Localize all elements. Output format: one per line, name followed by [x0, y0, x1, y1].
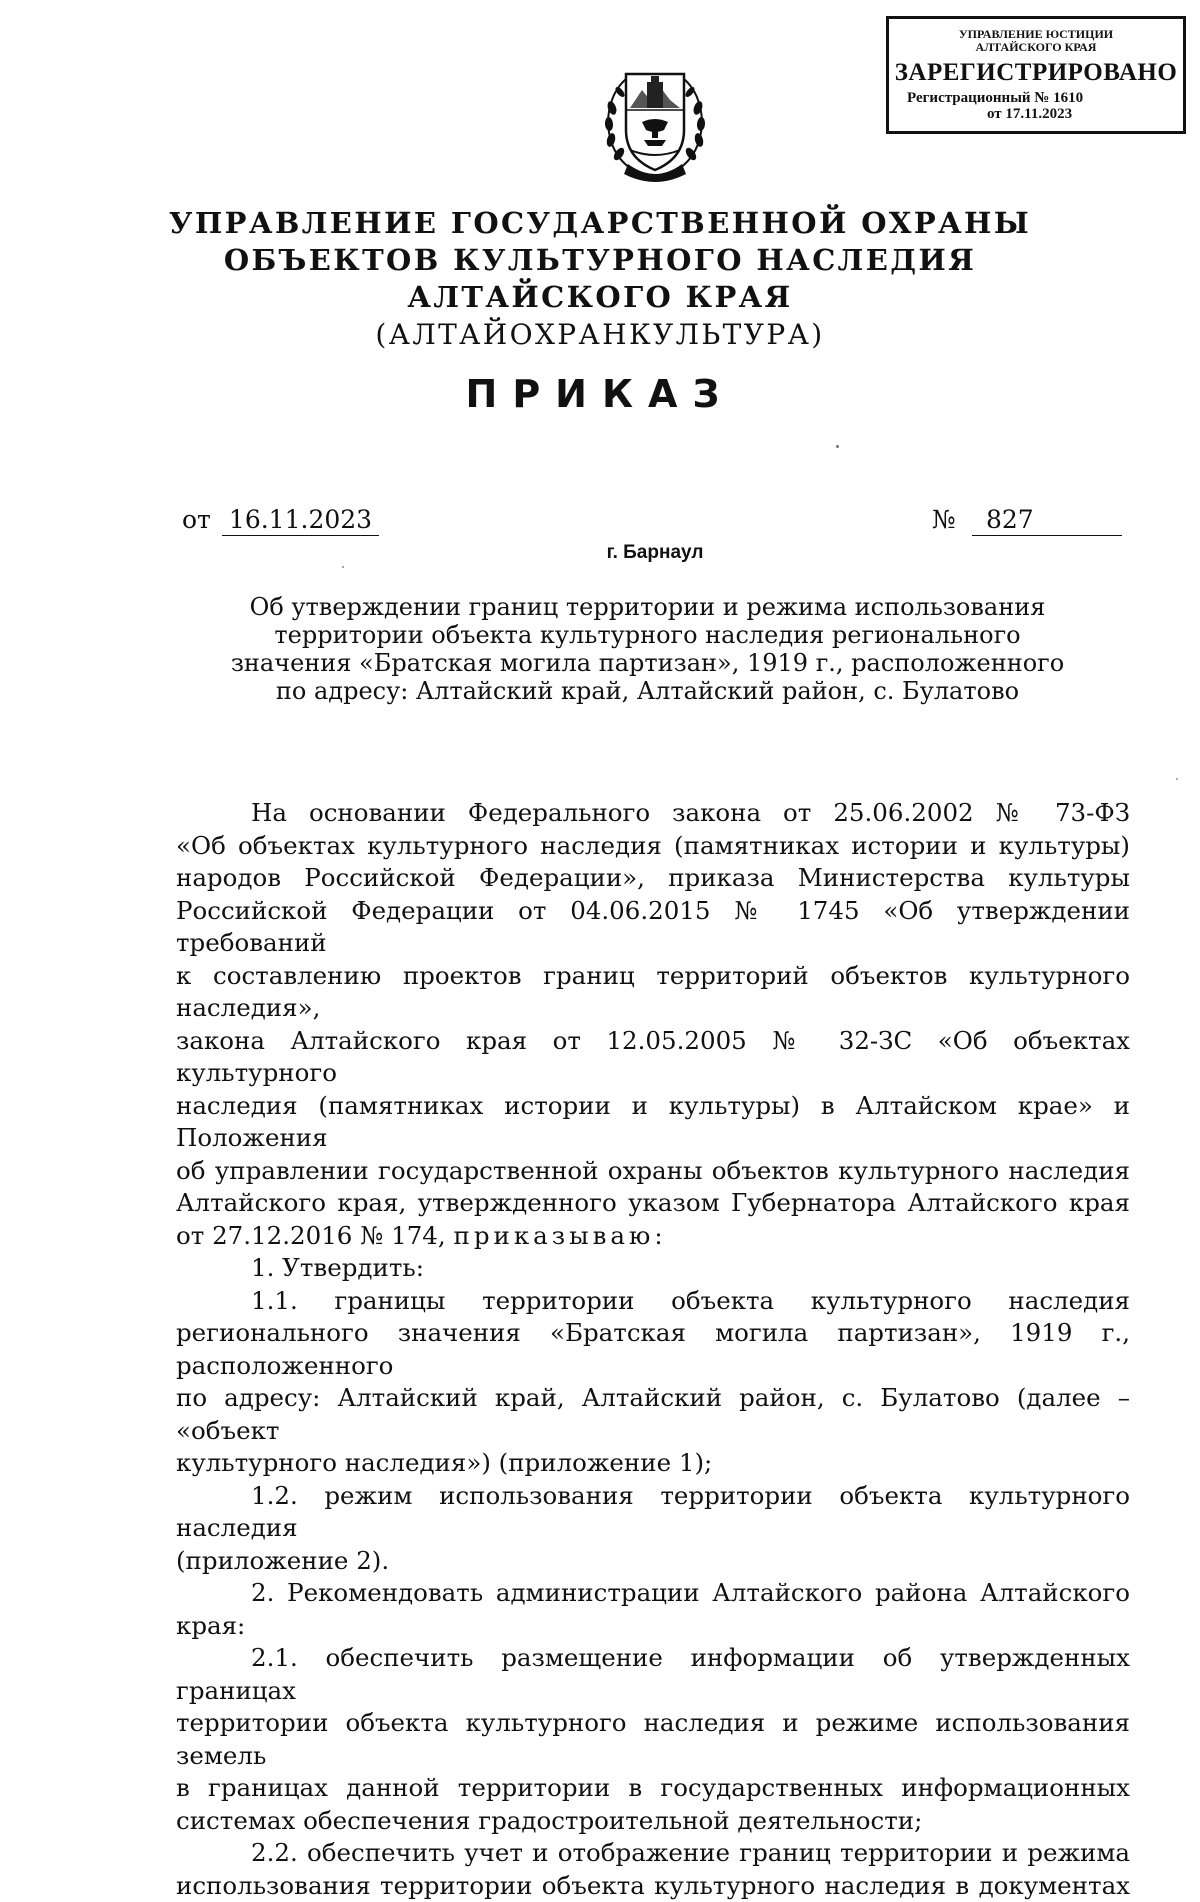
date-prefix: от [182, 505, 211, 534]
document-body [176, 797, 1130, 1902]
item-1-1-line: регионального значения «Братская могила партизан», 1919 г., расположенного [176, 1317, 1130, 1382]
item-1-1-line: 1.1. границы территории объекта культурного наследия [176, 1285, 1130, 1318]
subject-line: значения «Братская могила партизан», 1919 г., расположенного [220, 649, 1075, 677]
item-1: 1. Утвердить: [176, 1252, 1130, 1285]
order-verb: приказываю: [453, 1221, 666, 1250]
subject-line: по адресу: Алтайский край, Алтайский район, с. Булатово [220, 677, 1075, 705]
stamp-status: ЗАРЕГИСТРИРОВАНО [889, 59, 1183, 87]
number-prefix: № [932, 505, 956, 534]
scan-speck [836, 445, 839, 448]
document-date: 16.11.2023 [222, 505, 379, 536]
item-1-1-line: культурного наследия») (приложение 1); [176, 1447, 1130, 1480]
item-2-1-line: территории объекта культурного наследия и режиме использования земель [176, 1707, 1130, 1772]
coat-of-arms-emblem [600, 60, 710, 186]
subject-line: территории объекта культурного наследия регионального [220, 621, 1075, 649]
body-line: наследия (памятниках истории и культуры) в Алтайском крае» и Положения [176, 1090, 1130, 1155]
item-2: 2. Рекомендовать администрации Алтайского района Алтайского края: [176, 1577, 1130, 1642]
body-line: к составлению проектов границ территорий объектов культурного наследия», [176, 960, 1130, 1025]
header-line3: АЛТАЙСКОГО КРАЯ [0, 279, 1200, 316]
header-line4: (АЛТАЙОХРАНКУЛЬТУРА) [0, 316, 1200, 353]
item-2-2-line: использования территории объекта культурного наследия в документах [176, 1870, 1130, 1902]
document-type-title: ПРИКАЗ [0, 372, 1200, 416]
document-number: 827 [972, 505, 1122, 536]
item-1-1-line: по адресу: Алтайский край, Алтайский район, с. Булатово (далее – «объект [176, 1382, 1130, 1447]
item-2-1-line: системах обеспечения градостроительной деятельности; [176, 1805, 1130, 1838]
body-line: закона Алтайского края от 12.05.2005 № 32-ЗС «Об объектах культурного [176, 1025, 1130, 1090]
order-date-ref: от 27.12.2016 № 174, [176, 1221, 446, 1250]
item-2-1-line: в границах данной территории в государственных информационных [176, 1772, 1130, 1805]
scan-speck [342, 566, 344, 568]
body-line: народов Российской Федерации», приказа Министерства культуры [176, 862, 1130, 895]
body-line: Российской Федерации от 04.06.2015 № 1745 «Об утверждении требований [176, 895, 1130, 960]
subject-line: Об утверждении границ территории и режима использования [220, 593, 1075, 621]
item-1-2-line: (приложение 2). [176, 1545, 1130, 1578]
item-2-2-line: 2.2. обеспечить учет и отображение границ территории и режима [176, 1837, 1130, 1870]
stamp-org-line2: АЛТАЙСКОГО КРАЯ [889, 41, 1183, 54]
item-1-2-line: 1.2. режим использования территории объекта культурного наследия [176, 1480, 1130, 1545]
body-line: На основании Федерального закона от 25.06.2002 № 73-ФЗ [176, 797, 1130, 830]
document-subject [220, 593, 1075, 705]
item-2-1-line: 2.1. обеспечить размещение информации об утвержденных границах [176, 1642, 1130, 1707]
issuing-authority-header [0, 205, 1200, 353]
stamp-reg-date: от 17.11.2023 [987, 106, 1183, 122]
header-line1: УПРАВЛЕНИЕ ГОСУДАРСТВЕННОЙ ОХРАНЫ [0, 205, 1200, 242]
city: г. Барнаул [0, 542, 1200, 564]
scan-speck [1176, 778, 1178, 780]
body-line [176, 1220, 1130, 1253]
header-line2: ОБЪЕКТОВ КУЛЬТУРНОГО НАСЛЕДИЯ [0, 242, 1200, 279]
stamp-reg-number: Регистрационный № 1610 [907, 90, 1183, 106]
body-line: «Об объектах культурного наследия (памятниках истории и культуры) [176, 830, 1130, 863]
registration-stamp [886, 16, 1186, 134]
date-number-line [182, 505, 1122, 545]
stamp-org-line1: УПРАВЛЕНИЕ ЮСТИЦИИ [889, 28, 1183, 41]
body-line: Алтайского края, утвержденного указом Губернатора Алтайского края [176, 1187, 1130, 1220]
body-line: об управлении государственной охраны объектов культурного наследия [176, 1155, 1130, 1188]
